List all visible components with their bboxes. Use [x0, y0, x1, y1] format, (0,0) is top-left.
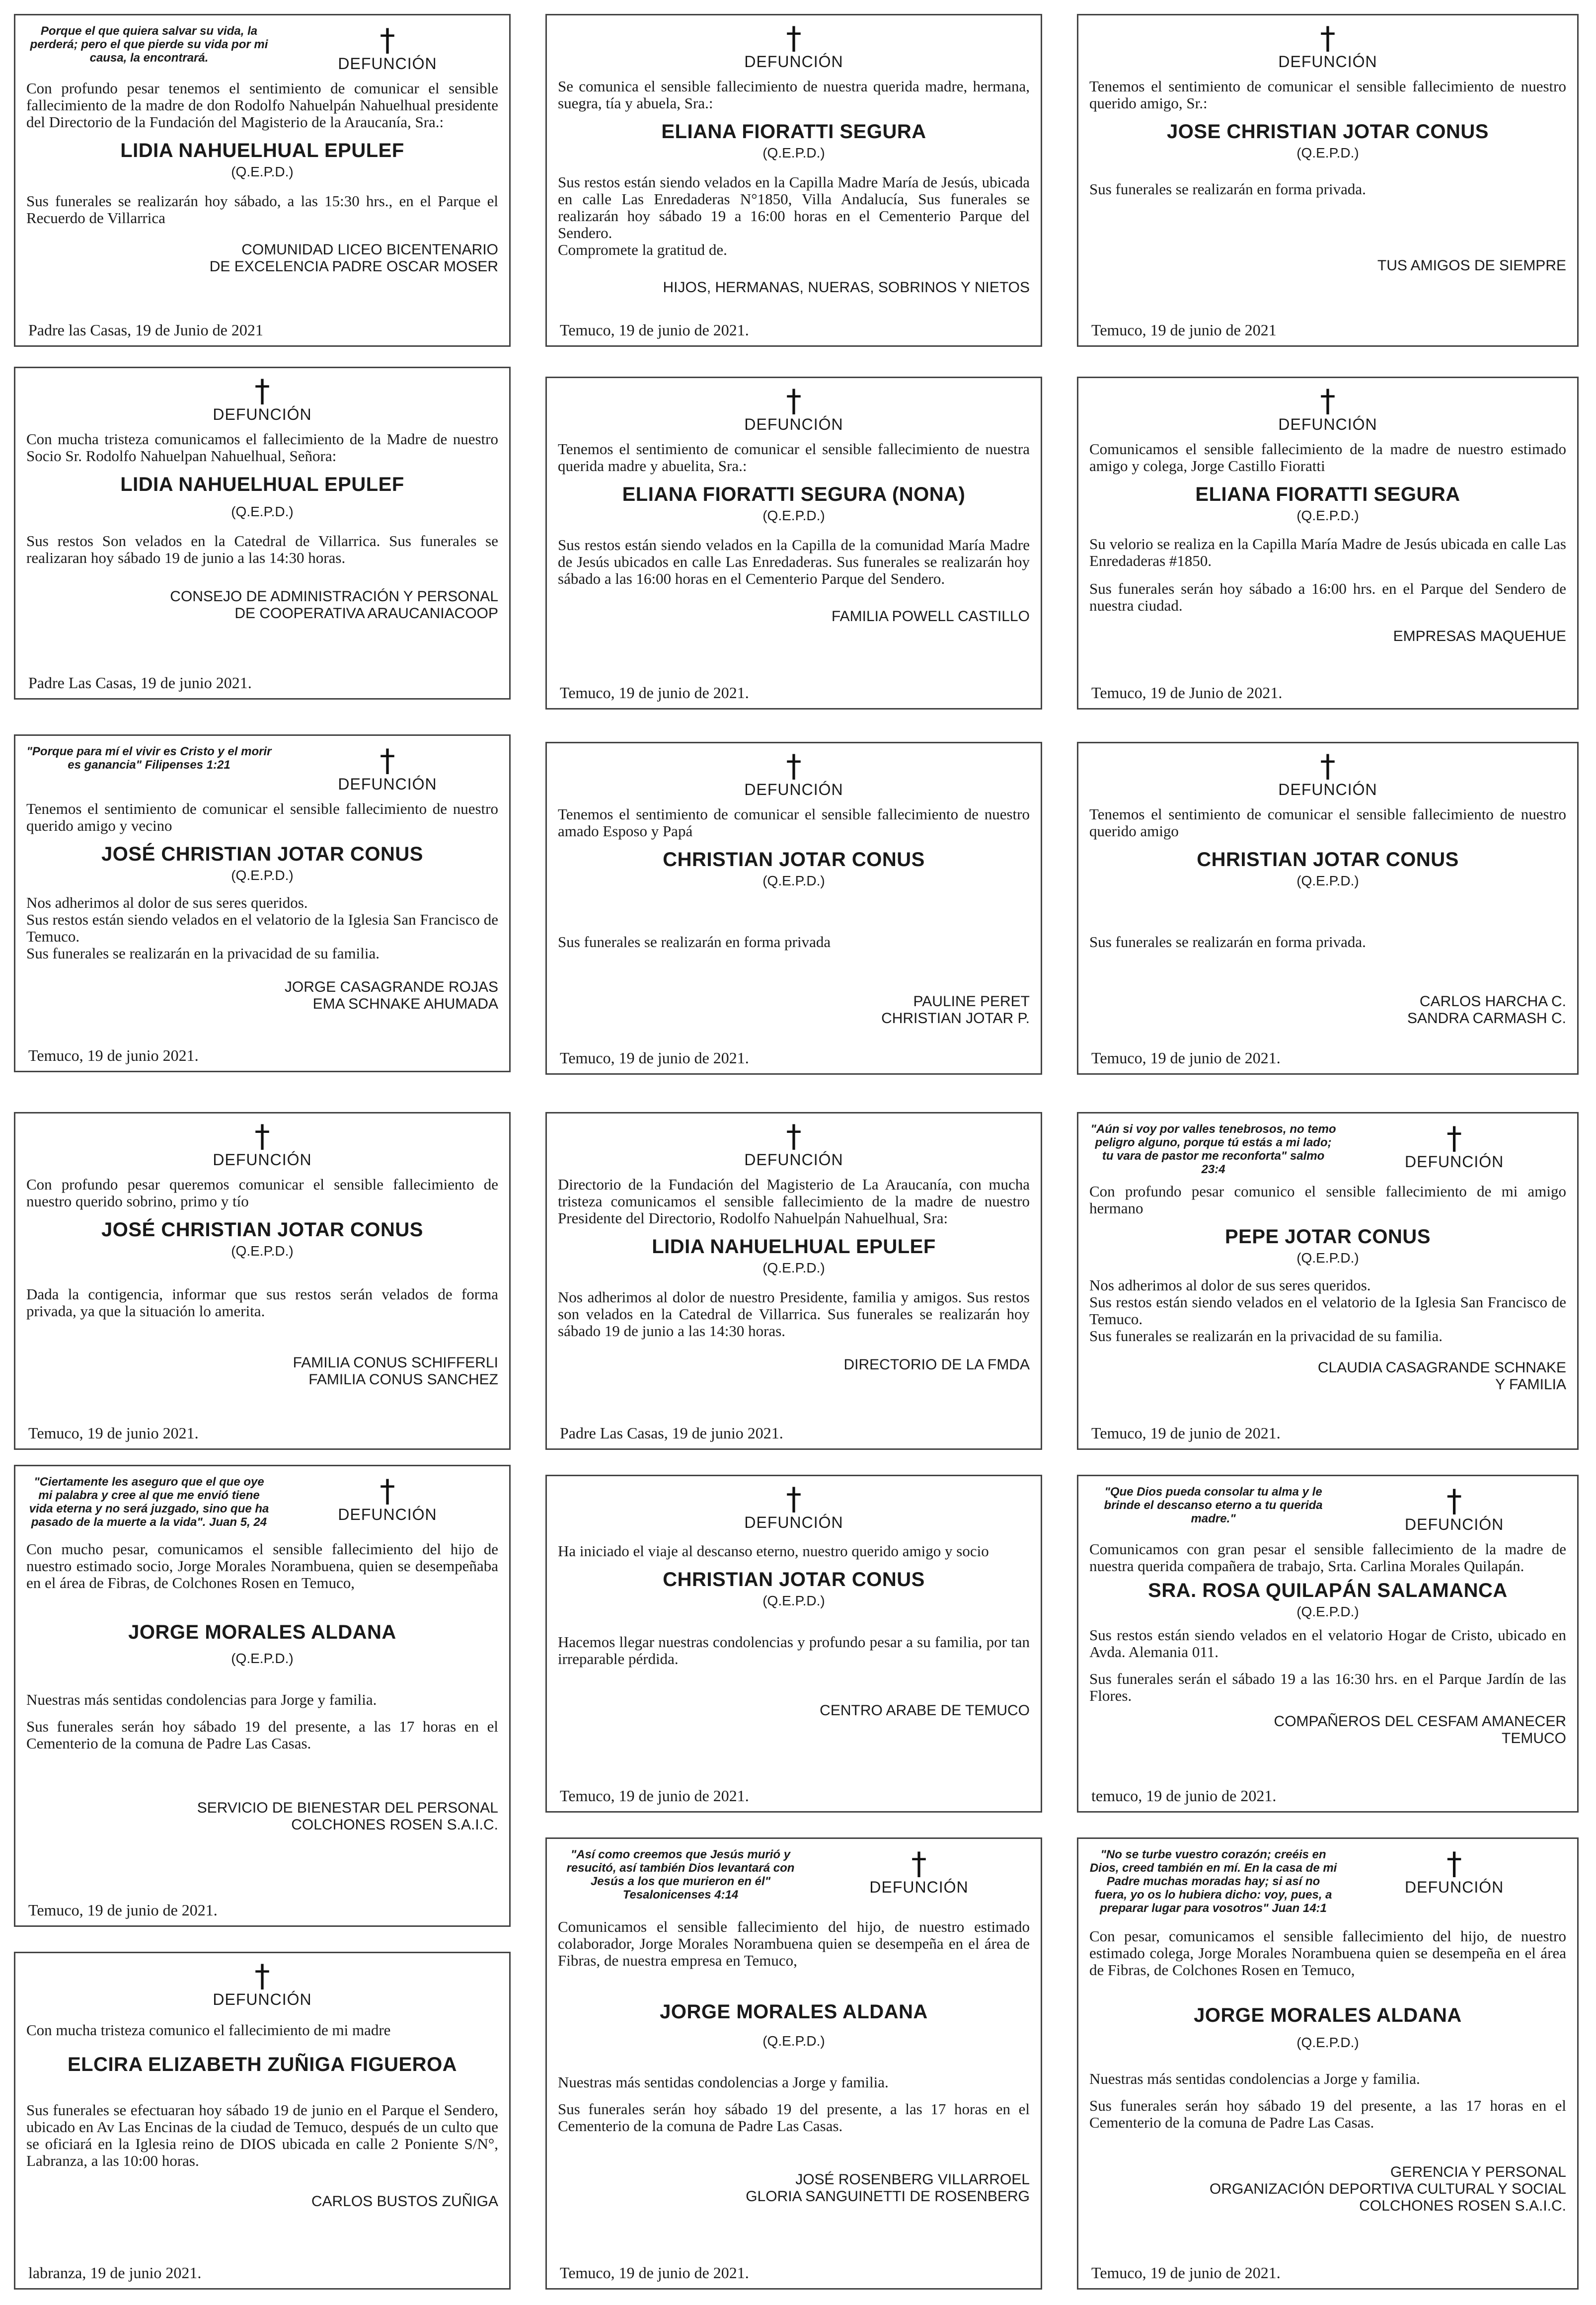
cross-icon: † — [254, 373, 270, 409]
signature: CARLOS HARCHA C. SANDRA CARMASH C. — [1407, 993, 1566, 1027]
heading: DEFUNCIÓN — [338, 1506, 437, 1523]
deceased-name: LIDIA NAHUELHUAL EPULEF — [120, 140, 404, 161]
signature: JOSÉ ROSENBERG VILLARROEL GLORIA SANGUINETTI DE ROSENBERG — [746, 2171, 1030, 2205]
signature: GERENCIA Y PERSONAL ORGANIZACIÓN DEPORTIVA CULTURAL Y SOCIAL COLCHONES ROSEN S.A.I.C. — [1210, 2164, 1566, 2214]
qepd: (Q.E.P.D.) — [762, 1593, 825, 1608]
intro-text: Con profundo pesar tenemos el sentimiento de comunicar el sensible fallecimiento de la madre de don Rodolfo Nahuelpán Nahuelhual presidente del Directorio de la Fundación del Magisterio de la Araucanía, Sra.: — [26, 79, 498, 131]
cross-icon: † — [254, 1118, 270, 1154]
deceased-name: JOSÉ CHRISTIAN JOTAR CONUS — [101, 1219, 423, 1241]
deceased-name: SRA. ROSA QUILAPÁN SALAMANCA — [1148, 1580, 1508, 1601]
qepd: (Q.E.P.D.) — [231, 164, 294, 179]
cross-icon: † — [911, 1845, 927, 1882]
heading: DEFUNCIÓN — [744, 415, 843, 433]
place-date: Padre las Casas, 19 de Junio de 2021 — [28, 321, 263, 339]
heading: DEFUNCIÓN — [213, 1151, 312, 1169]
qepd: (Q.E.P.D.) — [1296, 145, 1359, 160]
qepd: (Q.E.P.D.) — [231, 868, 294, 883]
intro-text: Tenemos el sentimiento de comunicar el sensible fallecimiento de nuestro querido amigo — [1089, 805, 1566, 840]
body-text: Sus funerales se realizarán hoy sábado, a las 15:30 hrs., en el Parque el Recuerdo de Villarrica — [26, 192, 498, 227]
obituary-notice — [1077, 377, 1579, 710]
body-text: Nos adherimos al dolor de sus seres queridos. Sus restos están siendo velados en el velatorio de la Iglesia San Francisco de Temuco. Sus funerales se realizarán en la privacidad de su familia. — [1089, 1276, 1566, 1345]
qepd: (Q.E.P.D.) — [762, 1260, 825, 1275]
body-text: Sus funerales serán hoy sábado 19 del presente, a las 17 horas en el Cementerio de la comuna de Padre Las Casas. — [558, 2100, 1030, 2135]
deceased-name: PEPE JOTAR CONUS — [1225, 1226, 1431, 1248]
deceased-name: JORGE MORALES ALDANA — [660, 2001, 928, 2023]
heading: DEFUNCIÓN — [869, 1878, 969, 1896]
heading: DEFUNCIÓN — [1404, 1878, 1504, 1896]
heading: DEFUNCIÓN — [213, 405, 312, 423]
obituary-notice — [1077, 1112, 1579, 1450]
cross-icon: † — [380, 22, 395, 58]
signature: DIRECTORIO DE LA FMDA — [843, 1356, 1030, 1373]
place-date: Temuco, 19 de junio de 2021. — [560, 2264, 749, 2282]
obituary-notice — [545, 1112, 1042, 1450]
bible-quote: "Que Dios pueda consolar tu alma y le brinde el descanso eterno a tu querida madre." — [1104, 1485, 1323, 1525]
place-date: Temuco, 19 de junio de 2021 — [1091, 321, 1277, 339]
cross-icon: † — [1446, 1483, 1462, 1519]
place-date: Temuco, 19 de junio 2021. — [28, 1046, 199, 1064]
cross-icon: † — [786, 1481, 802, 1517]
place-date: temuco, 19 de junio de 2021. — [1091, 1787, 1277, 1805]
signature: SERVICIO DE BIENESTAR DEL PERSONAL COLCHONES ROSEN S.A.I.C. — [197, 1800, 498, 1833]
body-text: Sus restos están siendo velados en la Capilla Madre María de Jesús, ubicada en calle Las Enredaderas N°1850, Villa Andalucía, Sus funerales se realizarán hoy sábado 19 a 16:00 horas en el Cementerio Parque del Sendero. Compromete la gratitud de. — [558, 173, 1030, 258]
intro-text: Comunicamos el sensible fallecimiento de la madre de nuestro estimado amigo y colega, Jorge Castillo Fioratti — [1089, 440, 1566, 475]
deceased-name: CHRISTIAN JOTAR CONUS — [663, 849, 925, 871]
qepd: (Q.E.P.D.) — [1296, 2035, 1359, 2050]
signature: FAMILIA CONUS SCHIFFERLI FAMILIA CONUS SANCHEZ — [293, 1354, 498, 1388]
signature: CONSEJO DE ADMINISTRACIÓN Y PERSONAL DE COOPERATIVA ARAUCANIACOOP — [170, 588, 498, 622]
deceased-name: ELIANA FIORATTI SEGURA — [1195, 483, 1460, 505]
cross-icon: † — [1320, 748, 1336, 784]
heading: DEFUNCIÓN — [1278, 53, 1377, 71]
place-date: labranza, 19 de junio 2021. — [28, 2264, 202, 2282]
signature: CLAUDIA CASAGRANDE SCHNAKE Y FAMILIA — [1317, 1359, 1566, 1393]
intro-text: Con profundo pesar comunico el sensible fallecimiento de mi amigo hermano — [1089, 1183, 1566, 1217]
signature: COMUNIDAD LICEO BICENTENARIO DE EXCELENCIA PADRE OSCAR MOSER — [209, 241, 498, 275]
intro-text: Con profundo pesar queremos comunicar el sensible fallecimiento de nuestro querido sobrino, primo y tío — [26, 1176, 498, 1210]
body-text: Sus funerales serán hoy sábado 19 del presente, a las 17 horas en el Cementerio de la comuna de Padre Las Casas. — [1089, 2097, 1566, 2131]
obituary-notice — [14, 1112, 511, 1450]
heading: DEFUNCIÓN — [338, 775, 437, 793]
deceased-name: CHRISTIAN JOTAR CONUS — [1197, 849, 1459, 871]
deceased-name: ELCIRA ELIZABETH ZUÑIGA FIGUEROA — [67, 2054, 457, 2075]
obituary-notice — [545, 1475, 1042, 1813]
body-text: Sus restos están siendo velados en el velatorio Hogar de Cristo, ubicado en Avda. Alemania 011. — [1089, 1626, 1566, 1661]
place-date: Temuco, 19 de junio de 2021. — [1091, 2264, 1281, 2282]
intro-text: Tenemos el sentimiento de comunicar el sensible fallecimiento de nuestro amado Esposo y Papá — [558, 805, 1030, 840]
cross-icon: † — [1446, 1845, 1462, 1882]
body-text: Su velorio se realiza en la Capilla María Madre de Jesús ubicada en calle Las Enredaderas #1850. — [1089, 535, 1566, 569]
cross-icon: † — [1320, 383, 1336, 419]
place-date: Temuco, 19 de Junio de 2021. — [1091, 684, 1283, 702]
qepd: (Q.E.P.D.) — [762, 873, 825, 888]
intro-text: Ha iniciado el viaje al descanso eterno, nuestro querido amigo y socio — [558, 1542, 989, 1560]
intro-text: Se comunica el sensible fallecimiento de nuestra querida madre, hermana, suegra, tía y abuela, Sra.: — [558, 78, 1030, 112]
obituary-notice — [14, 1465, 511, 1927]
body-text: Sus funerales serán hoy sábado a 16:00 hrs. en el Parque del Sendero de nuestra ciudad. — [1089, 580, 1566, 614]
qepd: (Q.E.P.D.) — [1296, 508, 1359, 523]
body-text: Nuestras más sentidas condolencias a Jorge y familia. — [1089, 2070, 1420, 2087]
obituary-notice — [1077, 14, 1579, 347]
body-text: Nos adherimos al dolor de sus seres queridos. Sus restos están siendo velados en el velatorio de la Iglesia San Francisco de Temuco. Sus funerales se realizarán en la privacidad de su familia. — [26, 894, 498, 962]
obituary-notice — [545, 14, 1042, 347]
obituary-notice — [14, 367, 511, 700]
place-date: Temuco, 19 de junio de 2021. — [560, 684, 749, 702]
cross-icon: † — [786, 748, 802, 784]
heading: DEFUNCIÓN — [744, 53, 843, 71]
place-date: Temuco, 19 de junio de 2021. — [1091, 1424, 1281, 1442]
signature: JORGE CASAGRANDE ROJAS EMA SCHNAKE AHUMADA — [284, 979, 498, 1012]
place-date: Temuco, 19 de junio de 2021. — [560, 1787, 749, 1805]
heading: DEFUNCIÓN — [744, 1513, 843, 1531]
obituary-notice — [1077, 742, 1579, 1075]
intro-text: Tenemos el sentimiento de comunicar el sensible fallecimiento de nuestro querido amigo, Sr.: — [1089, 78, 1566, 112]
deceased-name: ELIANA FIORATTI SEGURA (NONA) — [622, 483, 966, 505]
obituary-notice — [14, 734, 511, 1072]
qepd: (Q.E.P.D.) — [762, 508, 825, 523]
obituary-notice — [14, 14, 511, 347]
signature: CARLOS BUSTOS ZUÑIGA — [311, 2193, 498, 2210]
heading: DEFUNCIÓN — [744, 1151, 843, 1169]
intro-text: Tenemos el sentimiento de comunicar el sensible fallecimiento de nuestra querida madre y abuelita, Sra.: — [558, 440, 1030, 475]
qepd: (Q.E.P.D.) — [1296, 1250, 1359, 1266]
body-text: Sus funerales serán hoy sábado 19 del presente, a las 17 horas en el Cementerio de la comuna de Padre Las Casas. — [26, 1718, 498, 1752]
obituary-notice — [1077, 1475, 1579, 1813]
body-text: Sus funerales se efectuaran hoy sábado 19 de junio en el Parque el Sendero, ubicado en Av Las Encinas de la ciudad de Temuco, después de un culto que se oficiará en la Iglesia reino de DIOS ubicada en calle 2 Poniente S/N°, Labranza, a las 10:00 horas. — [26, 2101, 498, 2169]
intro-text: Tenemos el sentimiento de comunicar el sensible fallecimiento de nuestro querido amigo y vecino — [26, 800, 498, 834]
signature: HIJOS, HERMANAS, NUERAS, SOBRINOS Y NIETOS — [663, 279, 1030, 296]
intro-text: Con mucha tristeza comunico el fallecimiento de mi madre — [26, 2021, 391, 2039]
qepd: (Q.E.P.D.) — [231, 1651, 294, 1666]
heading: DEFUNCIÓN — [744, 781, 843, 798]
place-date: Padre Las Casas, 19 de junio 2021. — [28, 674, 252, 692]
bible-quote: "No se turbe vuestro corazón; creéis en Dios, creed también en mí. En la casa de mi Padre muchas moradas hay; si así no fuera, yo os lo hubiera dicho: voy, pues, a preparar lugar para vosotros" Juan 14:1 — [1089, 1848, 1337, 1915]
bible-quote: "Porque para mí el vivir es Cristo y el morir es ganancia" Filipenses 1:21 — [26, 745, 272, 772]
place-date: Temuco, 19 de junio 2021. — [28, 1424, 199, 1442]
signature: COMPAÑEROS DEL CESFAM AMANECER TEMUCO — [1274, 1713, 1566, 1747]
bible-quote: "Aún si voy por valles tenebrosos, no temo peligro alguno, porque tú estás a mi lado; tu vara de pastor me reconforta" salmo 23:4 — [1090, 1122, 1336, 1176]
cross-icon: † — [786, 1118, 802, 1154]
deceased-name: LIDIA NAHUELHUAL EPULEF — [120, 474, 404, 495]
cross-icon: † — [786, 20, 802, 56]
deceased-name: JOSE CHRISTIAN JOTAR CONUS — [1167, 121, 1489, 143]
qepd: (Q.E.P.D.) — [762, 2033, 825, 2049]
body-text: Sus funerales se realizarán en forma privada. — [1089, 933, 1366, 951]
body-text: Hacemos llegar nuestras condolencias y profundo pesar a su familia, por tan irreparable pérdida. — [558, 1633, 1030, 1668]
place-date: Padre Las Casas, 19 de junio 2021. — [560, 1424, 783, 1442]
deceased-name: ELIANA FIORATTI SEGURA — [661, 121, 926, 143]
deceased-name: JORGE MORALES ALDANA — [1194, 2004, 1462, 2026]
body-text: Sus funerales se realizarán en forma privada — [558, 933, 831, 951]
deceased-name: JOSÉ CHRISTIAN JOTAR CONUS — [101, 843, 423, 865]
signature: FAMILIA POWELL CASTILLO — [831, 608, 1030, 625]
heading: DEFUNCIÓN — [1404, 1515, 1504, 1533]
obituary-notice — [545, 377, 1042, 710]
place-date: Temuco, 19 de junio de 2021. — [1091, 1049, 1281, 1067]
intro-text: Con mucha tristeza comunicamos el fallecimiento de la Madre de nuestro Socio Sr. Rodolfo Nahuelpan Nahuelhual, Señora: — [26, 430, 498, 465]
place-date: Temuco, 19 de junio de 2021. — [28, 1901, 218, 1919]
signature: CENTRO ARABE DE TEMUCO — [820, 1702, 1030, 1719]
signature: EMPRESAS MAQUEHUE — [1393, 628, 1566, 644]
qepd: (Q.E.P.D.) — [762, 145, 825, 160]
cross-icon: † — [1320, 20, 1336, 56]
intro-text: Directorio de la Fundación del Magisterio de La Araucanía, con mucha tristeza comunicamos el sensible fallecimiento de la madre de nuestro Presidente del Directorio, Rodolfo Nahuelpán Nahuelhual, Sra: — [558, 1176, 1030, 1227]
body-text: Sus funerales serán el sábado 19 a las 16:30 hrs. en el Parque Jardín de las Flores. — [1089, 1670, 1566, 1704]
qepd: (Q.E.P.D.) — [1296, 1604, 1359, 1619]
cross-icon: † — [380, 1473, 395, 1509]
bible-quote: Porque el que quiera salvar su vida, la perderá; pero el que pierde su vida por mi causa, la encontrará. — [30, 24, 268, 65]
deceased-name: CHRISTIAN JOTAR CONUS — [663, 1569, 925, 1590]
heading: DEFUNCIÓN — [338, 55, 437, 73]
cross-icon: † — [254, 1958, 270, 1994]
qepd: (Q.E.P.D.) — [231, 504, 294, 519]
obituary-notice — [545, 1837, 1042, 2290]
signature: PAULINE PERET CHRISTIAN JOTAR P. — [881, 993, 1030, 1027]
obituary-notice — [14, 1952, 511, 2290]
body-text: Sus restos están siendo velados en la Capilla de la comunidad María Madre de Jesús ubicados en calle Las Enredaderas. Sus funerales se realizarán hoy sábado a las 16:00 horas en el Cementerio Parque del Sendero. — [558, 536, 1030, 587]
body-text: Sus funerales se realizarán en forma privada. — [1089, 180, 1366, 198]
body-text: Nuestras más sentidas condolencias a Jorge y familia. — [558, 2073, 889, 2091]
intro-text: Con mucho pesar, comunicamos el sensible fallecimiento del hijo de nuestro estimado socio, Jorge Morales Norambuena, quien se desempeñaba en el área de Fibras, de Colchones Rosen en Temuco, — [26, 1540, 498, 1591]
signature: TUS AMIGOS DE SIEMPRE — [1377, 257, 1566, 274]
cross-icon: † — [380, 742, 395, 779]
heading: DEFUNCIÓN — [1278, 781, 1377, 798]
body-text: Sus restos Son velados en la Catedral de Villarrica. Sus funerales se realizaran hoy sábado 19 de junio a las 14:30 horas. — [26, 532, 498, 566]
bible-quote: "Ciertamente les aseguro que el que oye mi palabra y cree al que me envió tiene vida eterna y no será juzgado, sino que ha pasado de la muerte a la vida". Juan 5, 24 — [29, 1475, 269, 1529]
qepd: (Q.E.P.D.) — [231, 1243, 294, 1259]
heading: DEFUNCIÓN — [1278, 415, 1377, 433]
deceased-name: LIDIA NAHUELHUAL EPULEF — [652, 1236, 936, 1258]
obituary-notice — [1077, 1837, 1579, 2290]
cross-icon: † — [786, 383, 802, 419]
obituary-notice — [545, 742, 1042, 1075]
body-text: Dada la contigencia, informar que sus restos serán velados de forma privada, ya que la situación lo amerita. — [26, 1285, 498, 1320]
qepd: (Q.E.P.D.) — [1296, 873, 1359, 888]
heading: DEFUNCIÓN — [1404, 1153, 1504, 1171]
place-date: Temuco, 19 de junio de 2021. — [560, 1049, 749, 1067]
body-text: Nuestras más sentidas condolencias para Jorge y familia. — [26, 1691, 377, 1708]
deceased-name: JORGE MORALES ALDANA — [128, 1621, 396, 1643]
bible-quote: "Así como creemos que Jesús murió y resucitó, así también Dios levantará con Jesús a los que murieron en él" Tesalonicenses 4:14 — [566, 1848, 795, 1902]
heading: DEFUNCIÓN — [213, 1990, 312, 2008]
place-date: Temuco, 19 de junio de 2021. — [560, 321, 749, 339]
intro-text: Comunicamos el sensible fallecimiento del hijo, de nuestro estimado colaborador, Jorge Morales Norambuena quien se desempeña en el área de Fibras, de nuestra empresa en Temuco, — [558, 1918, 1030, 1969]
notice-header — [26, 24, 498, 73]
intro-text: Comunicamos con gran pesar el sensible fallecimiento de la madre de nuestra querida compañera de trabajo, Srta. Carlina Morales Quilapán. — [1089, 1540, 1566, 1575]
cross-icon: † — [1446, 1120, 1462, 1156]
body-text: Nos adherimos al dolor de nuestro Presidente, familia y amigos. Sus restos son velados en la Catedral de Villarrica. Sus funerales se realizarán hoy sábado 19 de junio a las 14:30 horas. — [558, 1288, 1030, 1340]
intro-text: Con pesar, comunicamos el sensible fallecimiento del hijo, de nuestro estimado colega, Jorge Morales Norambuena quien se desempeña en el área de Fibras, de Colchones Rosen en Temuco, — [1089, 1927, 1566, 1979]
